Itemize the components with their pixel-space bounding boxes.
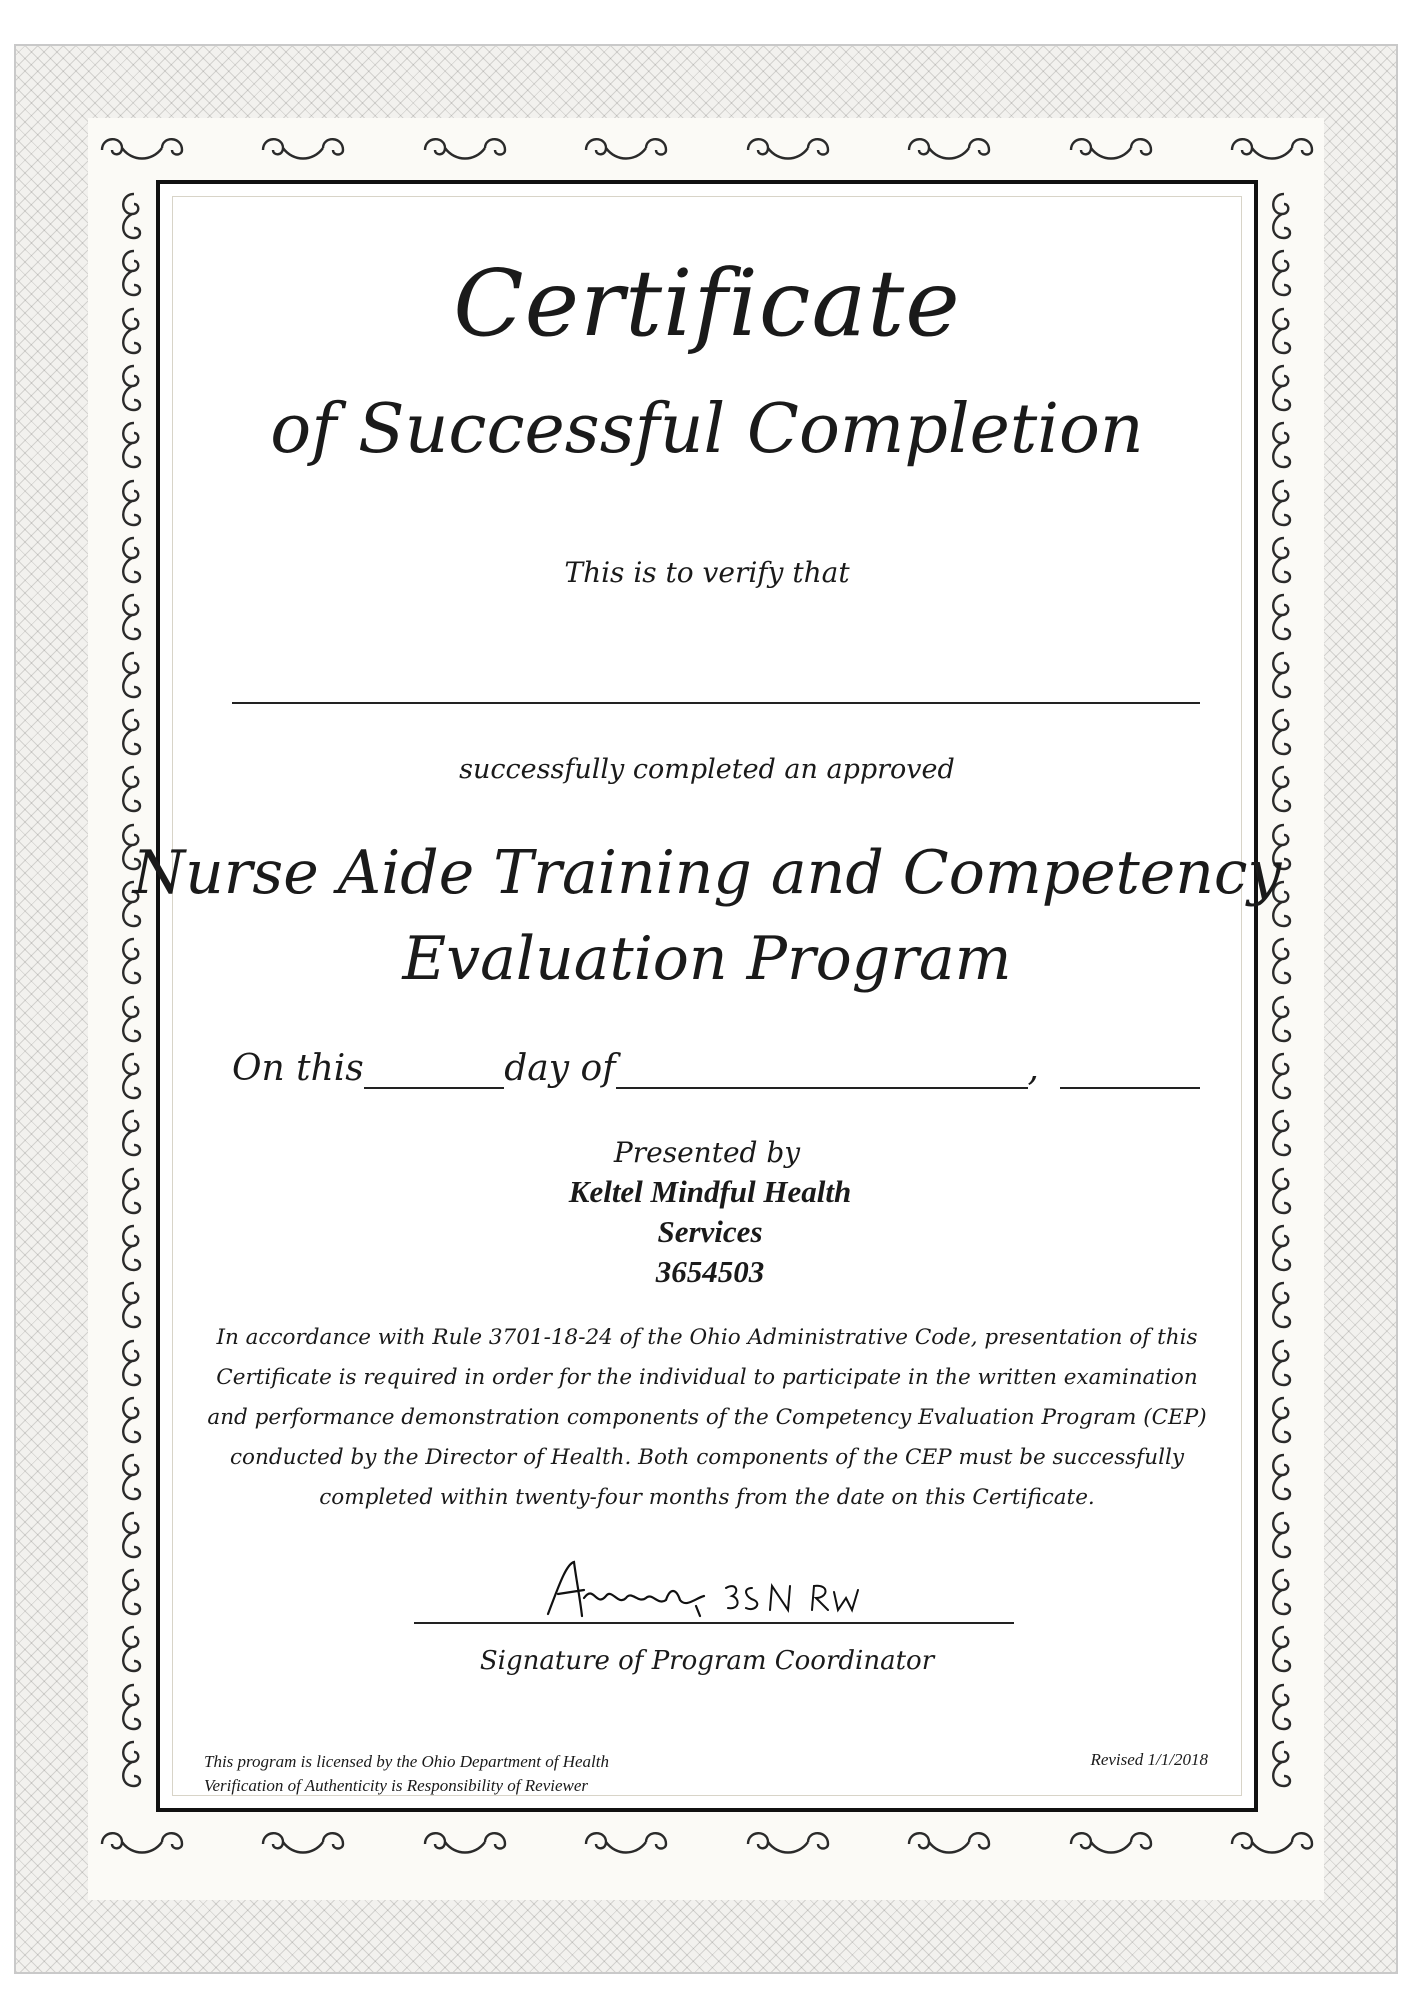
organization-name: Keltel Mindful Health Services	[568, 1174, 852, 1249]
scroll-ornament-icon	[92, 1822, 192, 1862]
scroll-ornament-icon	[1262, 649, 1302, 701]
date-comma: ,	[1027, 1048, 1039, 1089]
scroll-ornament-icon	[415, 128, 515, 168]
scroll-ornament-icon	[112, 649, 152, 701]
scroll-ornament-icon	[1222, 1822, 1322, 1862]
scroll-ornament-icon	[112, 1279, 152, 1331]
day-of-label: day of	[504, 1048, 616, 1089]
month-blank	[616, 1051, 1028, 1089]
program-title-line2: Evaluation Program	[402, 924, 1012, 994]
verify-text: This is to verify that	[564, 556, 850, 589]
on-this-label: On this	[232, 1048, 364, 1089]
scroll-ornament-icon	[415, 1822, 515, 1862]
license-line: This program is licensed by the Ohio Department of Health	[204, 1752, 609, 1771]
top-scroll-ornament	[92, 120, 1322, 176]
scroll-ornament-icon	[576, 128, 676, 168]
scroll-ornament-icon	[899, 128, 999, 168]
scroll-ornament-icon	[1262, 1050, 1302, 1102]
presented-by-label: Presented by	[613, 1136, 801, 1169]
scroll-ornament-icon	[1262, 1337, 1302, 1389]
coordinator-signature	[540, 1558, 870, 1622]
scroll-ornament-icon	[1262, 1222, 1302, 1274]
organization-number: 3654503	[655, 1254, 765, 1289]
scroll-ornament-icon	[112, 1394, 152, 1446]
scroll-ornament-icon	[112, 190, 152, 242]
certificate-title: Certificate	[453, 250, 961, 357]
scroll-ornament-icon	[1262, 706, 1302, 758]
scroll-ornament-icon	[112, 993, 152, 1045]
scroll-ornament-icon	[112, 591, 152, 643]
scroll-ornament-icon	[1262, 1738, 1302, 1790]
program-title-line1: Nurse Aide Training and Competency	[132, 838, 1282, 908]
scroll-ornament-icon	[1262, 1681, 1302, 1733]
scroll-ornament-icon	[738, 128, 838, 168]
verification-line: Verification of Authenticity is Responsibility of Reviewer	[204, 1776, 589, 1795]
scroll-ornament-icon	[899, 1822, 999, 1862]
scroll-ornament-icon	[112, 477, 152, 529]
legal-text: In accordance with Rule 3701-18-24 of the Ohio Administrative Code, presentation of this Certificate is required in order for the individual to participate in the written examination and performance demonstration components of the Competency Evaluation Program (CEP) conducted by the Director of Health. Both components of the CEP must be successfully completed within twenty-four months from the date on this Certificate.	[207, 1325, 1207, 1510]
signature-line	[414, 1622, 1014, 1624]
bottom-scroll-ornament	[92, 1814, 1322, 1870]
scroll-ornament-icon	[1262, 190, 1302, 242]
scroll-ornament-icon	[112, 1050, 152, 1102]
scroll-ornament-icon	[1061, 1822, 1161, 1862]
certificate-subtitle: of Successful Completion	[270, 390, 1144, 469]
recipient-name-line	[232, 702, 1200, 704]
scroll-ornament-icon	[112, 1509, 152, 1561]
scroll-ornament-icon	[92, 128, 192, 168]
completed-text: successfully completed an approved	[459, 754, 955, 785]
scroll-ornament-icon	[1262, 993, 1302, 1045]
scroll-ornament-icon	[112, 1451, 152, 1503]
scroll-ornament-icon	[112, 1566, 152, 1618]
scroll-ornament-icon	[112, 1222, 152, 1274]
scroll-ornament-icon	[1061, 128, 1161, 168]
year-blank	[1060, 1051, 1200, 1089]
scroll-ornament-icon	[1222, 128, 1322, 168]
day-blank	[364, 1051, 504, 1089]
organization-block	[540, 1172, 880, 1292]
scroll-ornament-icon	[1262, 1279, 1302, 1331]
scroll-ornament-icon	[112, 1738, 152, 1790]
scroll-ornament-icon	[576, 1822, 676, 1862]
scroll-ornament-icon	[1262, 591, 1302, 643]
revised-date: Revised 1/1/2018	[1090, 1750, 1208, 1769]
scroll-ornament-icon	[112, 706, 152, 758]
scroll-ornament-icon	[112, 1165, 152, 1217]
footer-license-note	[204, 1750, 764, 1798]
scroll-ornament-icon	[112, 1337, 152, 1389]
scroll-ornament-icon	[1262, 1165, 1302, 1217]
scroll-ornament-icon	[1262, 1509, 1302, 1561]
scroll-ornament-icon	[1262, 1566, 1302, 1618]
scroll-ornament-icon	[1262, 1451, 1302, 1503]
scroll-ornament-icon	[253, 1822, 353, 1862]
scroll-ornament-icon	[1262, 1394, 1302, 1446]
date-row	[232, 1048, 1200, 1089]
signature-label: Signature of Program Coordinator	[479, 1646, 935, 1676]
scroll-ornament-icon	[253, 128, 353, 168]
scroll-ornament-icon	[738, 1822, 838, 1862]
scroll-ornament-icon	[1262, 477, 1302, 529]
scroll-ornament-icon	[112, 1681, 152, 1733]
